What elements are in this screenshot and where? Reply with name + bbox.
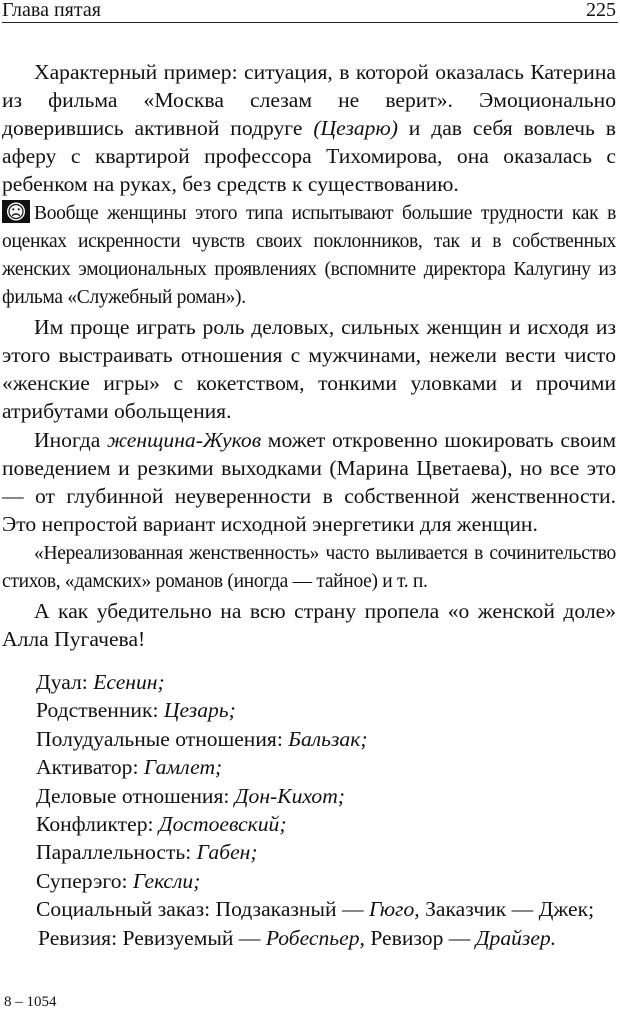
page-number: 225 xyxy=(586,0,616,21)
body-text xyxy=(2,58,616,653)
relation-value: Гексли; xyxy=(132,868,201,893)
page-header xyxy=(2,0,618,23)
paragraph-4-italic: женщина-Жуков xyxy=(107,428,262,452)
relation-row xyxy=(36,838,596,866)
relation-value: Гамлет; xyxy=(143,755,223,780)
chapter-title: Глава пятая xyxy=(2,0,101,21)
relation-row xyxy=(36,725,596,753)
paragraph-4-text-a: Иногда xyxy=(34,428,107,452)
social-order-label: Социальный заказ: Подзаказный — xyxy=(36,897,369,922)
relation-label: Полудуальные отношения: xyxy=(36,726,289,751)
social-order-row xyxy=(36,895,596,923)
relations-list xyxy=(36,668,596,952)
revision-middle: Ревизор — xyxy=(364,925,476,950)
relation-value: Есенин; xyxy=(93,670,165,694)
relation-row xyxy=(36,668,596,696)
relation-label: Активатор: xyxy=(36,755,144,780)
paragraph-6: А как убедительно на всю страну пропела «о женской доле» Алла Пугачева! xyxy=(2,599,616,651)
paragraph-3: Им проще играть роль деловых, сильных женщин и исходя из этого выстраивать отношения с мужчинами, нежели вести чисто «женские игры» с кокетством, тонкими уловками и прочими атрибутами обольщения. xyxy=(2,315,616,423)
relation-label: Параллельность: xyxy=(36,840,197,865)
relation-row xyxy=(36,810,596,838)
relation-label: Суперэго: xyxy=(36,868,133,893)
relation-label: Родственник: xyxy=(36,698,164,723)
paragraph-4 xyxy=(2,426,616,538)
social-order-middle: Заказчик — Джек; xyxy=(419,897,595,922)
relation-value: Цезарь; xyxy=(163,698,236,723)
paragraph-1-text-a: Характерный пример: ситуация, в которой оказалась Катерина из фильма «Москва слезам не верит». Эмоционально доверившись активной подруге xyxy=(2,60,616,140)
revision-value-1: Робеспьер, xyxy=(265,925,365,950)
relation-row xyxy=(36,782,596,810)
relation-value: Бальзак; xyxy=(288,726,368,751)
sad-face-icon xyxy=(2,200,30,223)
relation-value: Габен; xyxy=(196,840,258,865)
paragraph-2 xyxy=(2,200,616,312)
paragraph-1-italic: (Цезарю) xyxy=(313,116,398,140)
revision-value-2: Драйзер. xyxy=(475,925,557,950)
paragraph-4-text-b: может откровенно шокировать своим поведением и резкими выходками (Марина Цветаева), но все это — от глубинной неуверенности в собственной женственности. Это непростой вариант исходной энергетики для женщин. xyxy=(2,428,616,536)
revision-label: Ревизия: Ревизуемый — xyxy=(38,925,266,950)
paragraph-5: «Нереализованная женственность» часто выливается в сочинительство стихов, «дамских» романов (иногда — тайное) и т. п. xyxy=(2,543,616,592)
paragraph-2-text: Вообще женщины этого типа испытывают большие трудности как в оценках искренности чувств своих поклонников, так и в собственных женских эмоциональных проявлениях (вспомните директора Калугину из фильма «Служебный роман»). xyxy=(2,203,616,308)
relation-row xyxy=(36,696,596,724)
relation-row xyxy=(36,753,596,781)
paragraph-1-text-b: и дав себя вовлечь в аферу с квартирой профессора Тихомирова, она оказалась с ребенком на руках, без средств к существованию. xyxy=(2,116,616,196)
relation-value: Дон-Кихот; xyxy=(234,783,346,808)
relation-row xyxy=(36,867,596,895)
social-order-value: Гюго, xyxy=(368,897,420,922)
relation-label: Деловые отношения: xyxy=(36,783,235,808)
relation-value: Достоевский; xyxy=(158,812,287,837)
relation-label: Конфликтер: xyxy=(36,812,159,837)
revision-row xyxy=(38,924,596,952)
paragraph-1 xyxy=(2,58,616,198)
printer-signature: 8 – 1054 xyxy=(4,994,57,1010)
relation-label: Дуал: xyxy=(36,670,94,694)
